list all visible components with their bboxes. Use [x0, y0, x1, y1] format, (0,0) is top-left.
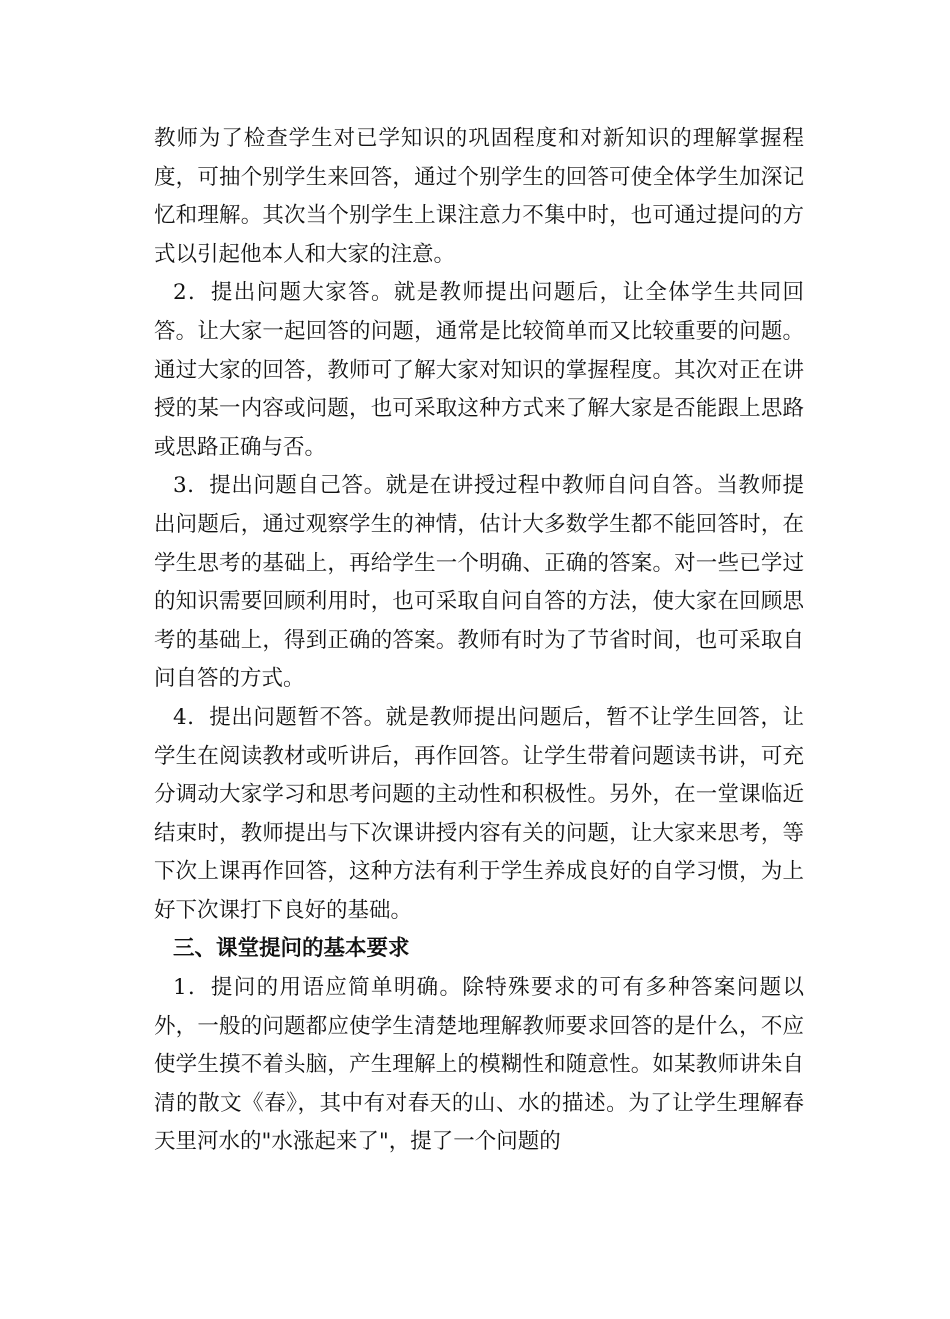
paragraph-1: 教师为了检查学生对已学知识的巩固程度和对新知识的理解掌握程度，可抽个别学生来回答，通过个别学生的回答可使全体学生加深记忆和理解。其次当个别学生上课注意力不集中时，也可通过提问的方式以引起他本人和大家的注意。 — [154, 126, 804, 267]
paragraph-2: 2．提出问题大家答。就是教师提出问题后，让全体学生共同回答。让大家一起回答的问题，通常是比较简单而又比较重要的问题。通过大家的回答，教师可了解大家对知识的掌握程度。其次对正在讲授的某一内容或问题，也可采取这种方式来了解大家是否能跟上思路或思路正确与否。 — [154, 280, 804, 460]
paragraph-4: 4．提出问题暂不答。就是教师提出问题后，暂不让学生回答，让学生在阅读教材或听讲后，再作回答。让学生带着问题读书讲，可充分调动大家学习和思考问题的主动性和积极性。另外，在一堂课临近结束时，教师提出与下次课讲授内容有关的问题，让大家来思考，等下次上课再作回答，这种方法有利于学生养成良好的自学习惯，为上好下次课打下良好的基础。 — [154, 704, 804, 923]
section-heading: 三、课堂提问的基本要求 — [173, 936, 410, 962]
document-page — [154, 120, 804, 1162]
paragraph-5: 1．提问的用语应简单明确。除特殊要求的可有多种答案问题以外，一般的问题都应使学生清楚地理解教师要求回答的是什么，不应使学生摸不着头脑，产生理解上的模糊性和随意性。如某教师讲朱自清的散文《春》，其中有对春天的山、水的描述。为了让学生理解春天里河水的"水涨起来了"，提了一个问题的 — [154, 975, 804, 1155]
paragraph-3: 3．提出问题自己答。就是在讲授过程中教师自问自答。当教师提出问题后，通过观察学生的神情，估计大多数学生都不能回答时，在学生思考的基础上，再给学生一个明确、正确的答案。对一些已学过的知识需要回顾利用时，也可采取自问自答的方法，使大家在回顾思考的基础上，得到正确的答案。教师有时为了节省时间，也可采取自问自答的方式。 — [154, 473, 804, 692]
